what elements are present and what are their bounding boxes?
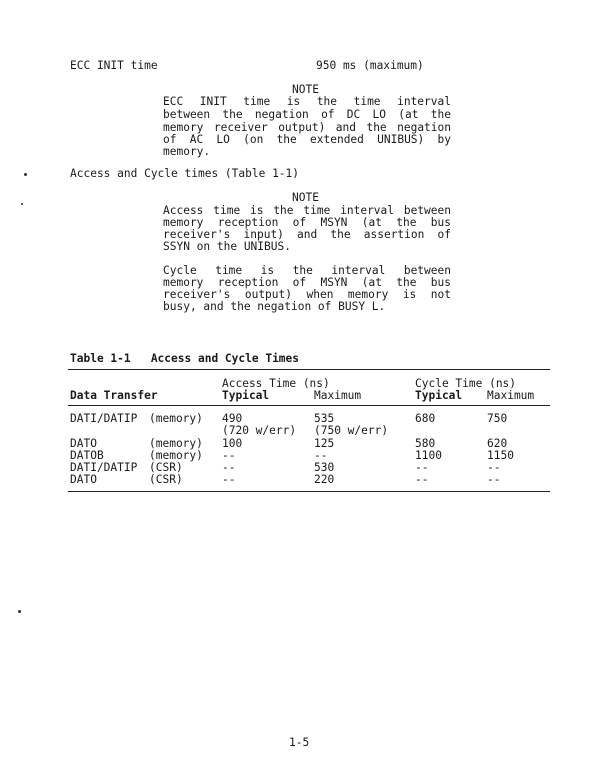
row-op: DATOB bbox=[70, 449, 104, 462]
row-op: DATI/DATIP bbox=[70, 412, 138, 425]
note-text-line: receiver's output) when memory is not bbox=[163, 288, 451, 301]
row-target: (memory) bbox=[149, 449, 203, 462]
note-text-line: memory reception of MSYN (at the bus bbox=[163, 276, 451, 289]
row-target: (CSR) bbox=[149, 473, 183, 486]
row-cycle-maximum: 1150 bbox=[487, 449, 514, 462]
row-cycle-typical: 1100 bbox=[415, 449, 442, 462]
column-header-cycle-maximum: Maximum bbox=[487, 389, 535, 402]
row-target: (CSR) bbox=[149, 461, 183, 474]
row-target: (memory) bbox=[149, 437, 203, 450]
row-cycle-maximum: 750 bbox=[487, 412, 508, 425]
row-access-maximum: -- bbox=[314, 449, 328, 462]
row-access-typical: -- bbox=[222, 449, 236, 462]
row-op: DATO bbox=[70, 437, 97, 450]
row-access-maximum: 530 bbox=[314, 461, 335, 474]
ecc-init-label: ECC INIT time bbox=[70, 59, 158, 72]
table-bottom-rule bbox=[68, 491, 550, 492]
column-header-access-typical: Typical bbox=[222, 389, 270, 402]
row-access-typical: 100 bbox=[222, 437, 243, 450]
table-caption: Table 1-1 Access and Cycle Times bbox=[70, 352, 300, 365]
section-heading: Access and Cycle times (Table 1-1) bbox=[70, 167, 300, 180]
group-header-cycle: Cycle Time (ns) bbox=[415, 377, 517, 390]
row-cycle-maximum: 620 bbox=[487, 437, 508, 450]
row-access-typical: -- bbox=[222, 461, 236, 474]
note-text-line: between the negation of DC LO (at the bbox=[163, 108, 451, 121]
scan-speck bbox=[21, 203, 23, 205]
row-op: DATO bbox=[70, 473, 97, 486]
row-target: (memory) bbox=[149, 412, 203, 425]
column-header-cycle-typical: Typical bbox=[415, 389, 463, 402]
row-cycle-typical: -- bbox=[415, 461, 429, 474]
row-access-maximum-note: (750 w/err) bbox=[314, 424, 389, 437]
group-header-access: Access Time (ns) bbox=[222, 377, 330, 390]
note-text-line: ECC INIT time is the time interval bbox=[163, 95, 451, 108]
column-header-transfer: Data Transfer bbox=[70, 389, 158, 402]
page-number: 1-5 bbox=[289, 736, 310, 749]
row-cycle-typical: 680 bbox=[415, 412, 436, 425]
note-text-line: of AC LO (on the extended UNIBUS) by bbox=[163, 133, 451, 146]
scan-speck bbox=[18, 610, 21, 613]
row-access-maximum: 535 bbox=[314, 412, 335, 425]
note-text-line: memory. bbox=[163, 145, 211, 158]
row-cycle-typical: 580 bbox=[415, 437, 436, 450]
row-cycle-maximum: -- bbox=[487, 473, 501, 486]
note-text-line: memory receiver output) and the negation bbox=[163, 121, 451, 134]
row-access-typical-note: (720 w/err) bbox=[222, 424, 297, 437]
row-access-typical: -- bbox=[222, 473, 236, 486]
note-text-line: receiver's input) and the assertion of bbox=[163, 228, 451, 241]
note-text-line: memory reception of MSYN (at the bus bbox=[163, 216, 451, 229]
row-cycle-typical: -- bbox=[415, 473, 429, 486]
column-header-access-maximum: Maximum bbox=[314, 389, 362, 402]
row-access-typical: 490 bbox=[222, 412, 243, 425]
note-heading: NOTE bbox=[292, 191, 319, 204]
row-op: DATI/DATIP bbox=[70, 461, 138, 474]
row-access-maximum: 125 bbox=[314, 437, 335, 450]
row-access-maximum: 220 bbox=[314, 473, 335, 486]
note-text-line: SSYN on the UNIBUS. bbox=[163, 240, 291, 253]
scan-speck bbox=[24, 173, 27, 176]
note-text-line: busy, and the negation of BUSY L. bbox=[163, 300, 386, 313]
ecc-init-value: 950 ms (maximum) bbox=[316, 59, 424, 72]
table-header-rule bbox=[68, 405, 550, 406]
table-top-rule bbox=[68, 369, 550, 370]
note-text-line: Access time is the time interval between bbox=[163, 204, 451, 217]
note-text-line: Cycle time is the interval between bbox=[163, 264, 451, 277]
note-heading: NOTE bbox=[292, 83, 319, 96]
row-cycle-maximum: -- bbox=[487, 461, 501, 474]
